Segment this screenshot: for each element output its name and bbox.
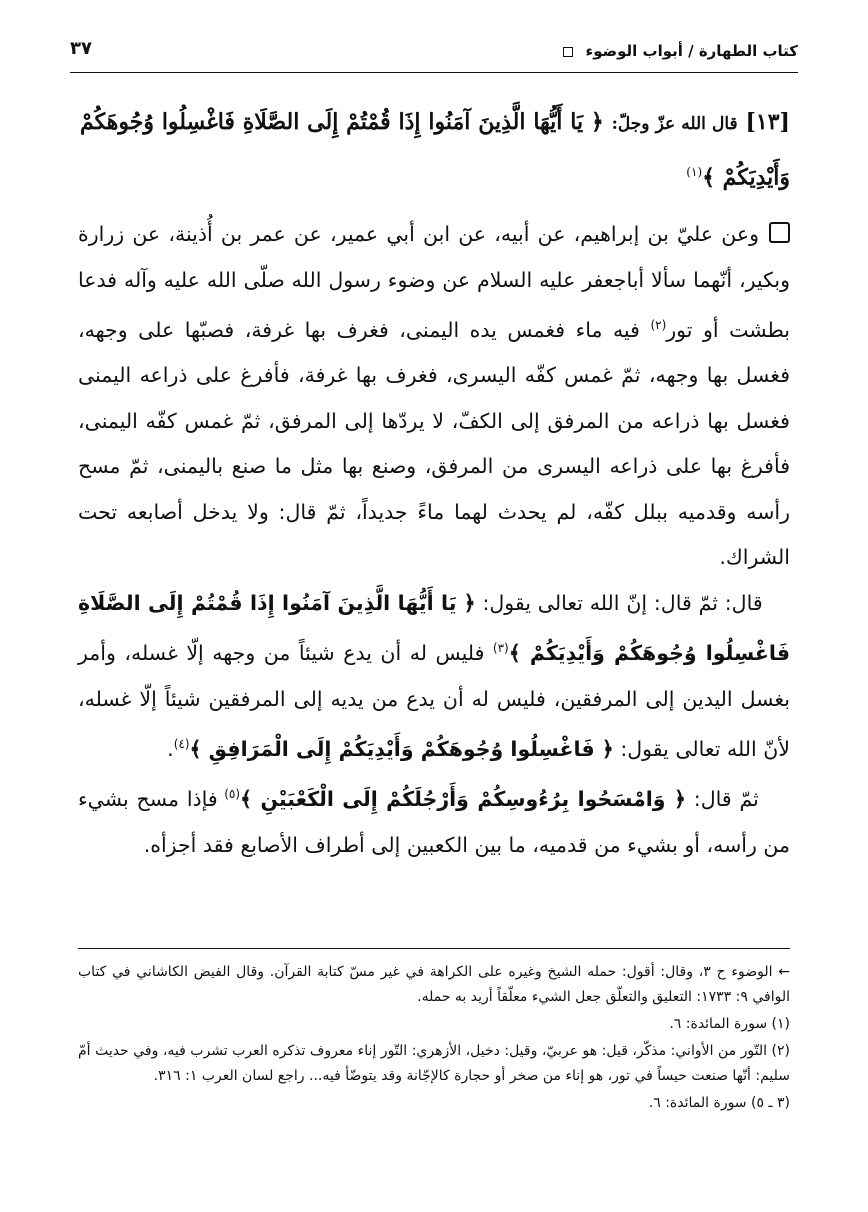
quran-verse-2: ﴿ فَاغْسِلُوا وُجُوهَكُمْ وَأَيْدِيَكُمْ إِلَى الْمَرَافِقِ ﴾ [189, 736, 614, 761]
square-marker-icon [563, 47, 573, 57]
paragraph-3 [78, 772, 790, 868]
footnote-continued: ← الوضوء ح ٣، وقال: أقول: حمله الشيخ وغيره على الكراهة في غير مسّ كتابة القرآن. وقال الفيض الكاشاني في كتاب الوافي ٩: ١٧٣٣: التعليق والتعلّق جعل الشيء معلّقاً أريد به حمله. [78, 964, 790, 1005]
paragraph-3-intro: ثمّ قال: [693, 787, 759, 812]
running-head-title-text: كتاب الطهارة / أبواب الوضوء [585, 42, 798, 60]
paragraph-1 [78, 212, 790, 581]
paragraph-2 [78, 581, 790, 773]
main-text [78, 212, 790, 868]
hadith-marker-icon [769, 222, 790, 243]
section-heading [80, 98, 790, 201]
heading-number: [١٣] [745, 109, 790, 135]
footnote-ref-1: (١) [686, 165, 703, 179]
footnote-ref-4: (٤) [173, 737, 190, 752]
heading-intro: قال الله عزّ وجلّ: [611, 114, 738, 134]
footnotes [78, 960, 790, 1118]
page-number: ٣٧ [70, 38, 92, 59]
quran-verse-3: ﴿ وَامْسَحُوا بِرُءُوسِكُمْ وَأَرْجُلَكُمْ إِلَى الْكَعْبَيْنِ ﴾ [240, 787, 686, 812]
footnote-ref-5: (٥) [224, 787, 241, 802]
footnote-1: (١) سورة المائدة: ٦. [669, 1016, 790, 1032]
paragraph-2-end: . [167, 736, 174, 761]
footnote-ref-2: (٢) [650, 318, 667, 332]
quran-verse-1: ﴿ يَا أَيُّهَا الَّذِينَ آمَنُوا إِذَا قُمْتُمْ إِلَى الصَّلَاةِ فَاغْسِلُوا وُجُوهَكُمْ وَأَيْدِيَكُمْ ﴾ [78, 590, 790, 666]
footnote-3-5: (٣ ـ ٥) سورة المائدة: ٦. [648, 1095, 790, 1111]
running-head-title [556, 42, 798, 60]
footnote-divider [78, 948, 790, 949]
footnote-ref-3: (٣) [492, 641, 509, 656]
header-divider [70, 72, 798, 73]
paragraph-3-text: فإذا مسح بشيء من رأسه، أو بشيء من قدميه، ما بين الكعبين إلى أطراف الأصابع فقد أجزأه. [78, 787, 790, 857]
paragraph-1-rest: فيه ماء فغمس يده اليمنى، فغرف بها غرفة، فصبّها على وجهه، فغسل بها وجهه، ثمّ غمس كفّه اليسرى، فغرف بها غرفة، فأفرغ على ذراعه اليمنى فغسل بها ذراعه من المرفق إلى الكفّ، لا يردّها إلى المرفق، ثمّ غمس كفّه اليمنى، فأفرغ بها على ذراعه اليسرى من المرفق، وصنع بها مثل ما صنع باليمنى، ثمّ مسح رأسه وقدميه ببلل كفّه، لم يحدث لهما ماءً جديداً، ثمّ قال: ولا يدخل أصابعه تحت الشراك. [78, 317, 790, 570]
heading-verse: ﴿ يَا أَيُّهَا الَّذِينَ آمَنُوا إِذَا قُمْتُمْ إِلَى الصَّلَاةِ فَاغْسِلُوا وُجُوهَكُمْ وَأَيْدِيَكُمْ ﴾ [80, 109, 790, 191]
paragraph-2-middle: فليس له أن يدع شيئاً من وجهه إلّا غسله، وأمر بغسل اليدين إلى المرفقين، فليس له أن يدع من يديه إلى المرفقين شيئاً إلّا غسله، لأنّ الله تعالى يقول: [78, 641, 790, 761]
footnote-2: (٢) التّور من الأواني: مذكّر، قيل: هو عربيّ، وقيل: دخيل، الأزهري: التّور إناء معروف تذكره العرب تشرب فيه، وفي حديث أمّ سليم: أنّها صنعت حيساً في تور، هو إناء من صخر أو حجارة كالإجّانة وقد يتوضّأ فيه... راجع لسان العرب ١: ٣١٦. [78, 1043, 790, 1084]
paragraph-1-text: وعن عليّ بن إبراهيم، عن أبيه، عن ابن أبي عمير، عن عمر بن أُذينة، عن زرارة وبكير، أنّهما سألا أباجعفر عليه السلام عن وضوء رسول الله صلّى الله عليه وآله فدعا بطشت أو تور [78, 222, 791, 342]
running-head [70, 36, 798, 70]
paragraph-2-intro: قال: ثمّ قال: إنّ الله تعالى يقول: [482, 590, 763, 615]
